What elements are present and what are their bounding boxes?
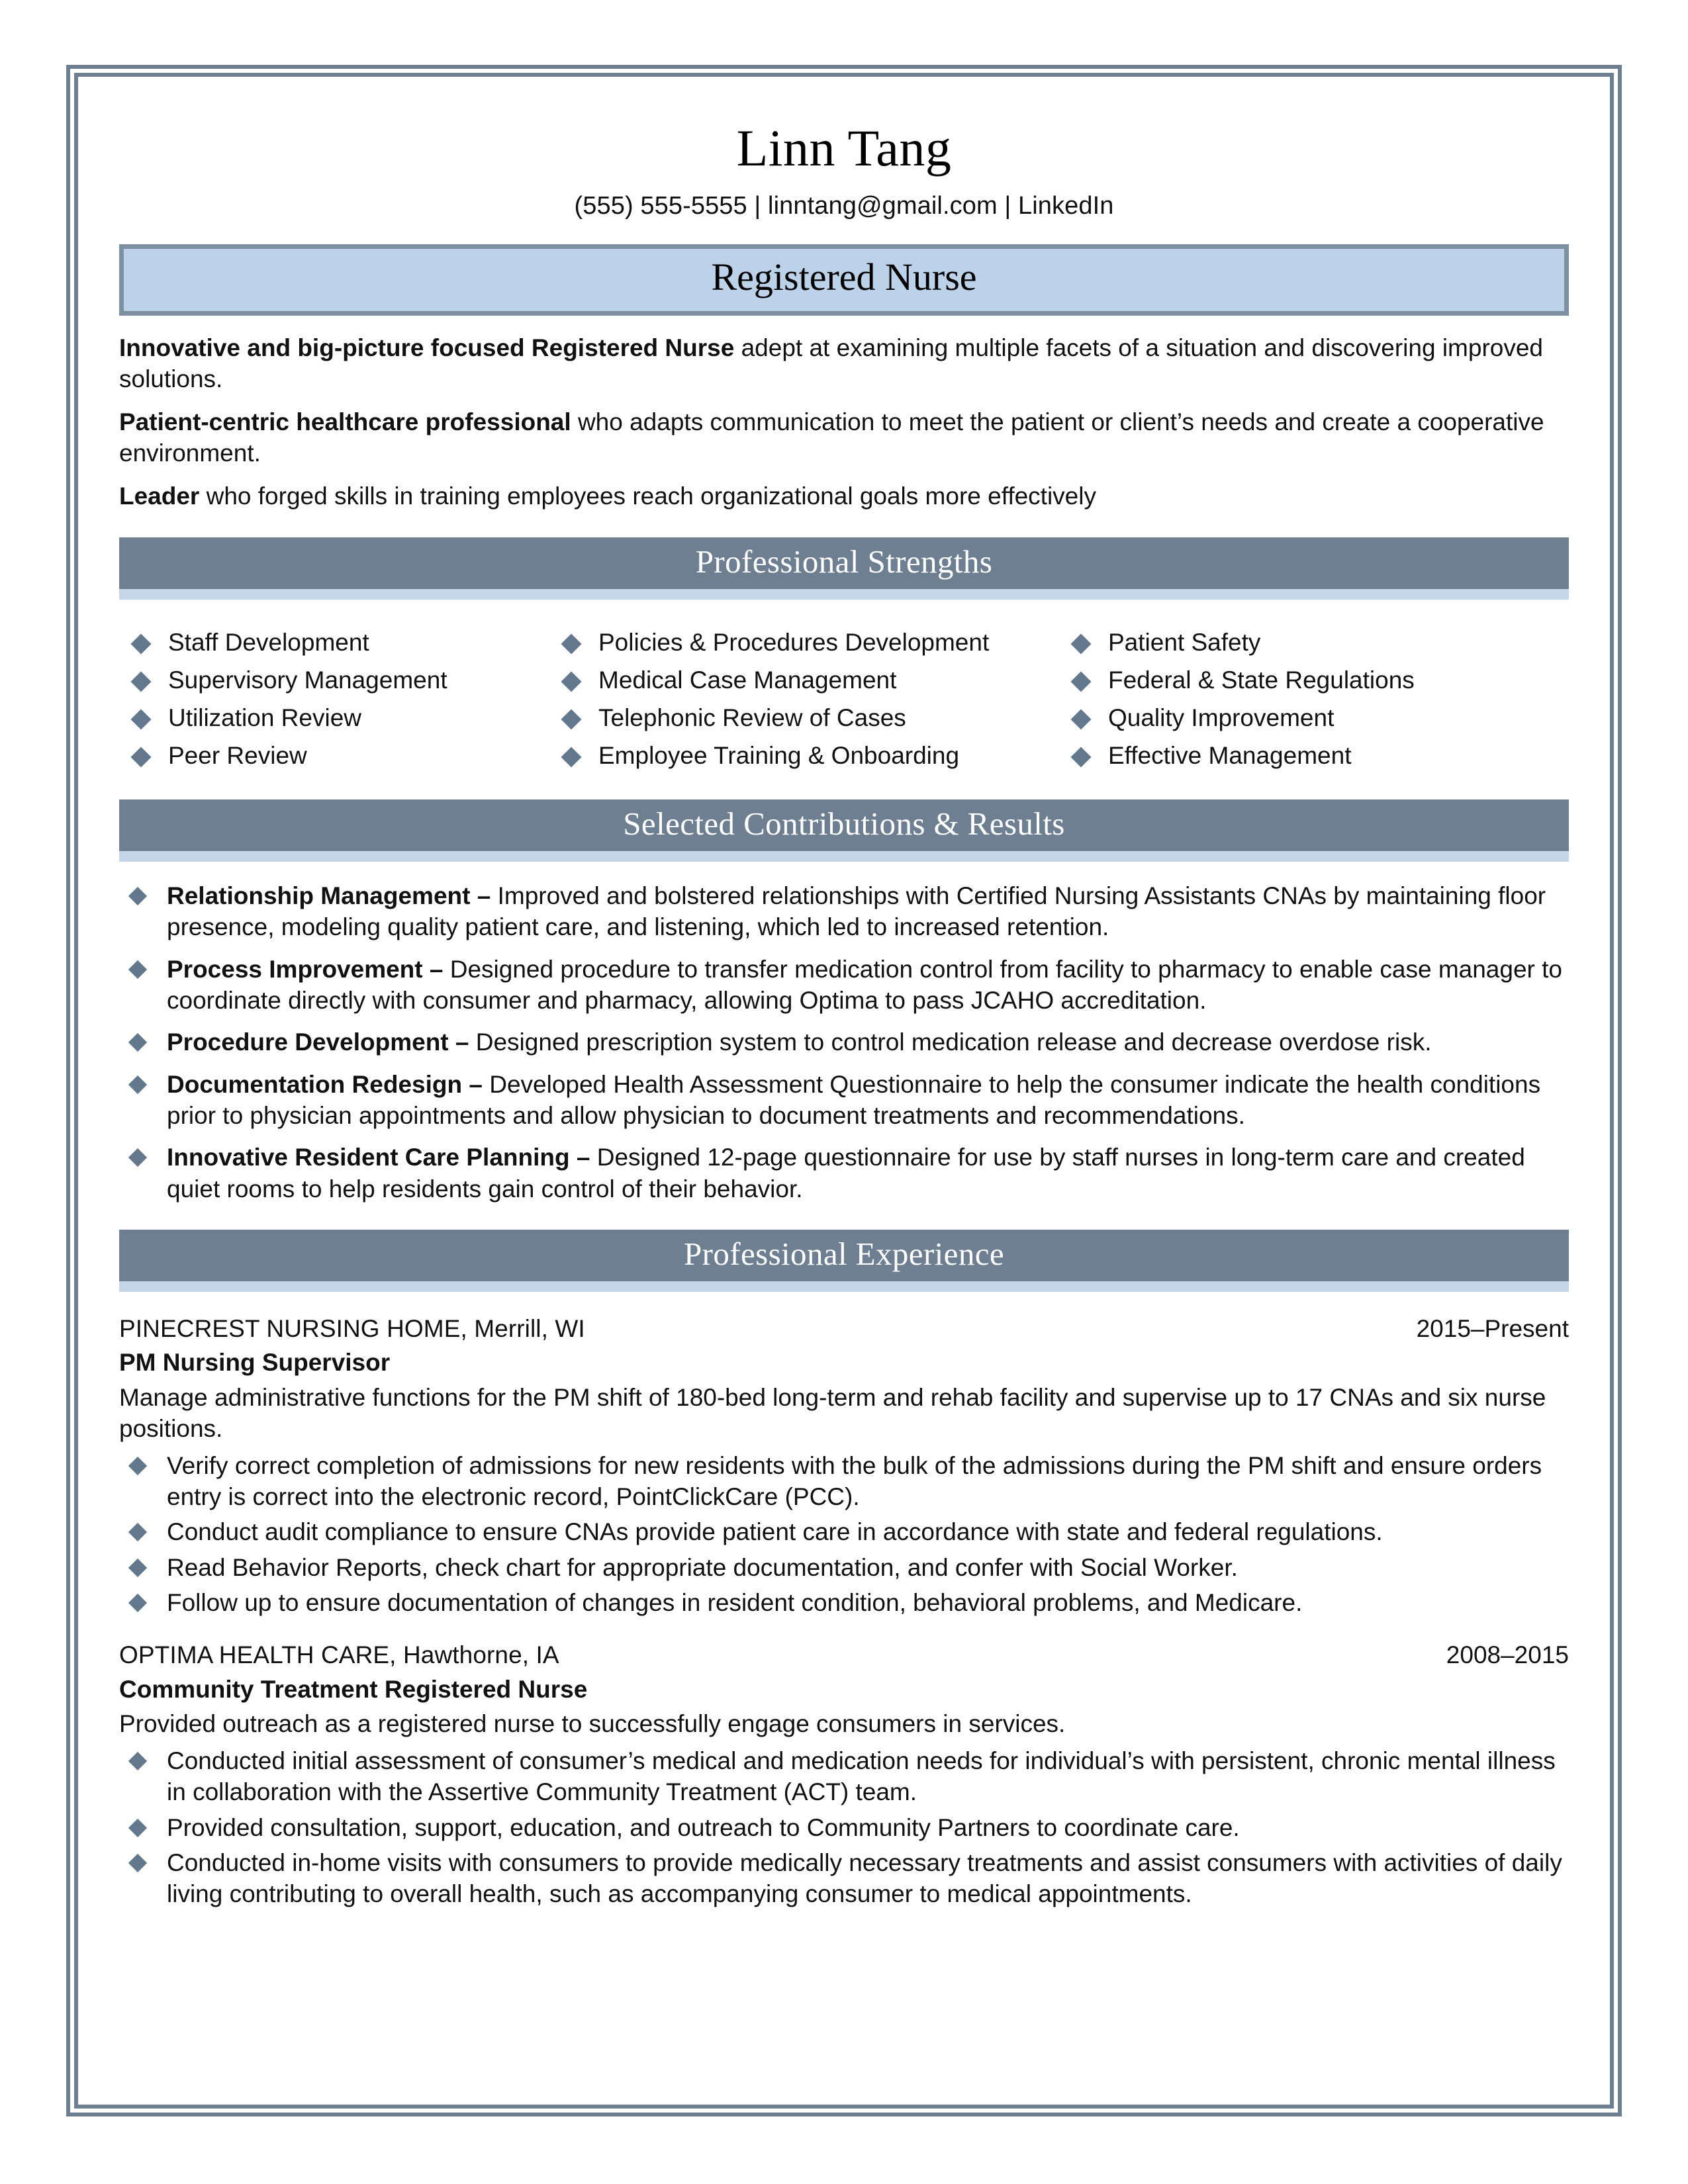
- diamond-bullet-icon: [128, 960, 147, 978]
- contribution-text: Documentation Redesign – Developed Health Assessment Questionnaire to help the consumer indicate the health conditions prior to physician appointments and allow physician to document treatments and recommendations.: [167, 1070, 1541, 1129]
- strength-item: [564, 699, 1074, 737]
- section-header-bar: [119, 537, 1569, 589]
- diamond-bullet-icon: [128, 1594, 147, 1612]
- job-duty-item: [131, 1516, 1569, 1547]
- contribution-item: [131, 1142, 1569, 1205]
- experience-entry: [119, 1314, 1569, 1619]
- employment-dates: 2015–Present: [1416, 1314, 1569, 1342]
- job-description: Manage administrative functions for the PM shift of 180-bed long-term and rehab facility and supervise up to 17 CNAs and six nurse positions.: [119, 1383, 1546, 1443]
- diamond-bullet-icon: [130, 633, 151, 654]
- job-title-banner: [119, 244, 1569, 316]
- diamond-bullet-icon: [128, 1148, 147, 1167]
- section-underline: [119, 851, 1569, 862]
- diamond-bullet-icon: [561, 747, 581, 767]
- strength-label: Utilization Review: [168, 704, 361, 731]
- experience-header-row: [119, 1641, 1569, 1670]
- lead-in-phrase: Innovative and big-picture focused Registered Nurse: [119, 334, 735, 362]
- diamond-bullet-icon: [128, 1523, 147, 1541]
- diamond-bullet-icon: [128, 1075, 147, 1093]
- summary-paragraph: Innovative and big-picture focused Registered Nurse adept at examining multiple facets of a situation and discovering improved solutions.: [119, 334, 1543, 393]
- lead-in-phrase: Process Improvement –: [167, 955, 444, 983]
- diamond-bullet-icon: [130, 747, 151, 767]
- strengths-grid: [119, 623, 1569, 774]
- section-header-bar: [119, 1230, 1569, 1281]
- job-description: Provided outreach as a registered nurse to successfully engage consumers in services.: [119, 1710, 1066, 1738]
- contribution-item: [131, 954, 1569, 1017]
- diamond-bullet-icon: [128, 1456, 147, 1475]
- strength-item: [134, 699, 564, 737]
- diamond-bullet-icon: [561, 709, 581, 729]
- section-professional-strengths: [119, 537, 1569, 600]
- employer-name: PINECREST NURSING HOME, Merrill, WI: [119, 1314, 585, 1342]
- job-title: Community Treatment Registered Nurse: [119, 1676, 588, 1704]
- lead-in-phrase: Leader: [119, 482, 200, 510]
- strength-item: [564, 661, 1074, 699]
- strength-item: [134, 737, 564, 774]
- contribution-item: [131, 1069, 1569, 1132]
- diamond-bullet-icon: [1070, 747, 1091, 767]
- job-duty-item: [131, 1812, 1569, 1843]
- strength-label: Policies & Procedures Development: [598, 628, 990, 656]
- resume-content: [78, 77, 1610, 2105]
- contribution-text: Procedure Development – Designed prescription system to control medication release and decrease overdose risk.: [167, 1028, 1432, 1056]
- job-duty-item: [131, 1587, 1569, 1618]
- diamond-bullet-icon: [1070, 671, 1091, 692]
- job-duty-item: [131, 1745, 1569, 1808]
- contribution-text: Innovative Resident Care Planning – Designed 12-page questionnaire for use by staff nurses in long-term care and created quiet rooms to help residents gain control of their behavior.: [167, 1144, 1525, 1203]
- strength-label: Peer Review: [168, 741, 307, 769]
- job-duty-text: Follow up to ensure documentation of changes in resident condition, behavioral problems, and Medicare.: [167, 1589, 1303, 1617]
- strength-label: Effective Management: [1108, 741, 1352, 769]
- strength-label: Staff Development: [168, 628, 369, 656]
- strength-label: Patient Safety: [1108, 628, 1261, 656]
- lead-in-phrase: Patient-centric healthcare professional: [119, 408, 571, 436]
- strength-item: [564, 737, 1074, 774]
- contact-line: (555) 555-5555 | linntang@gmail.com | LinkedIn: [574, 191, 1114, 220]
- experience-list: [119, 1314, 1569, 1910]
- summary-block: [119, 333, 1569, 512]
- contribution-item: [131, 880, 1569, 943]
- section-selected-contributions: [119, 799, 1569, 862]
- strength-item: [1074, 737, 1569, 774]
- experience-entry: [119, 1641, 1569, 1909]
- diamond-bullet-icon: [130, 671, 151, 692]
- strength-label: Federal & State Regulations: [1108, 666, 1415, 694]
- lead-in-phrase: Procedure Development –: [167, 1028, 469, 1056]
- strength-item: [134, 661, 564, 699]
- diamond-bullet-icon: [561, 633, 581, 654]
- strength-label: Quality Improvement: [1108, 704, 1335, 731]
- contributions-list: [119, 880, 1569, 1205]
- diamond-bullet-icon: [128, 1559, 147, 1577]
- strength-item: [1074, 623, 1569, 661]
- section-underline: [119, 1281, 1569, 1292]
- candidate-name: Linn Tang: [736, 119, 952, 177]
- diamond-bullet-icon: [128, 1854, 147, 1872]
- lead-in-phrase: Documentation Redesign –: [167, 1070, 483, 1098]
- diamond-bullet-icon: [1070, 633, 1091, 654]
- resume-page-inner-border: [74, 73, 1614, 2109]
- strength-item: [1074, 699, 1569, 737]
- section-title: Professional Strengths: [695, 543, 993, 580]
- job-duty-text: Conduct audit compliance to ensure CNAs provide patient care in accordance with state and federal regulations.: [167, 1518, 1383, 1546]
- lead-in-phrase: Relationship Management –: [167, 882, 491, 909]
- job-duty-text: Verify correct completion of admissions for new residents with the bulk of the admissions during the PM shift and ensure orders entry is correct into the electronic record, PointClickCare (PCC).: [167, 1451, 1542, 1510]
- strength-label: Telephonic Review of Cases: [598, 704, 906, 731]
- diamond-bullet-icon: [128, 1033, 147, 1052]
- job-duty-item: [131, 1552, 1569, 1583]
- strength-item: [134, 623, 564, 661]
- section-professional-experience: [119, 1230, 1569, 1292]
- strength-label: Employee Training & Onboarding: [598, 741, 960, 769]
- employer-name: OPTIMA HEALTH CARE, Hawthorne, IA: [119, 1641, 559, 1669]
- diamond-bullet-icon: [561, 671, 581, 692]
- diamond-bullet-icon: [128, 1752, 147, 1770]
- contribution-text: Relationship Management – Improved and bolstered relationships with Certified Nursing Assistants CNAs by maintaining floor presence, modeling quality patient care, and listening, which led to increased retention.: [167, 882, 1546, 941]
- strength-item: [1074, 661, 1569, 699]
- strength-label: Medical Case Management: [598, 666, 897, 694]
- job-duty-text: Read Behavior Reports, check chart for appropriate documentation, and confer with Social Worker.: [167, 1553, 1238, 1581]
- strength-label: Supervisory Management: [168, 666, 447, 694]
- section-title: Professional Experience: [683, 1236, 1005, 1273]
- summary-paragraph: Patient-centric healthcare professional who adapts communication to meet the patient or client’s needs and create a cooperative environment.: [119, 408, 1544, 467]
- section-title: Selected Contributions & Results: [623, 805, 1065, 842]
- summary-paragraph: Leader who forged skills in training employees reach organizational goals more effectively: [119, 482, 1096, 510]
- job-title-text: Registered Nurse: [711, 255, 977, 298]
- job-title: PM Nursing Supervisor: [119, 1349, 391, 1377]
- resume-page: [66, 65, 1622, 2116]
- strength-item: [564, 623, 1074, 661]
- diamond-bullet-icon: [130, 709, 151, 729]
- contribution-item: [131, 1026, 1569, 1058]
- job-duties-list: [119, 1745, 1569, 1910]
- job-duty-text: Conducted in-home visits with consumers to provide medically necessary treatments and assist consumers with activities of daily living contributing to overall health, such as accompanying consumer to medical appointments.: [167, 1848, 1562, 1908]
- lead-in-phrase: Innovative Resident Care Planning –: [167, 1144, 590, 1171]
- job-duty-text: Provided consultation, support, education, and outreach to Community Partners to coordinate care.: [167, 1813, 1240, 1841]
- diamond-bullet-icon: [128, 1818, 147, 1837]
- diamond-bullet-icon: [128, 887, 147, 905]
- job-duty-item: [131, 1450, 1569, 1513]
- contribution-text: Process Improvement – Designed procedure to transfer medication control from facility to pharmacy to enable case manager to coordinate directly with consumer and pharmacy, allowing Optima to pass JCAHO accreditation.: [167, 955, 1562, 1014]
- diamond-bullet-icon: [1070, 709, 1091, 729]
- employment-dates: 2008–2015: [1446, 1641, 1569, 1669]
- job-duty-text: Conducted initial assessment of consumer’s medical and medication needs for individual’s with persistent, chronic mental illness in collaboration with the Assertive Community Treatment (ACT) team.: [167, 1747, 1556, 1806]
- job-duty-item: [131, 1847, 1569, 1910]
- job-duties-list: [119, 1450, 1569, 1619]
- section-underline: [119, 589, 1569, 600]
- experience-header-row: [119, 1314, 1569, 1343]
- section-header-bar: [119, 799, 1569, 851]
